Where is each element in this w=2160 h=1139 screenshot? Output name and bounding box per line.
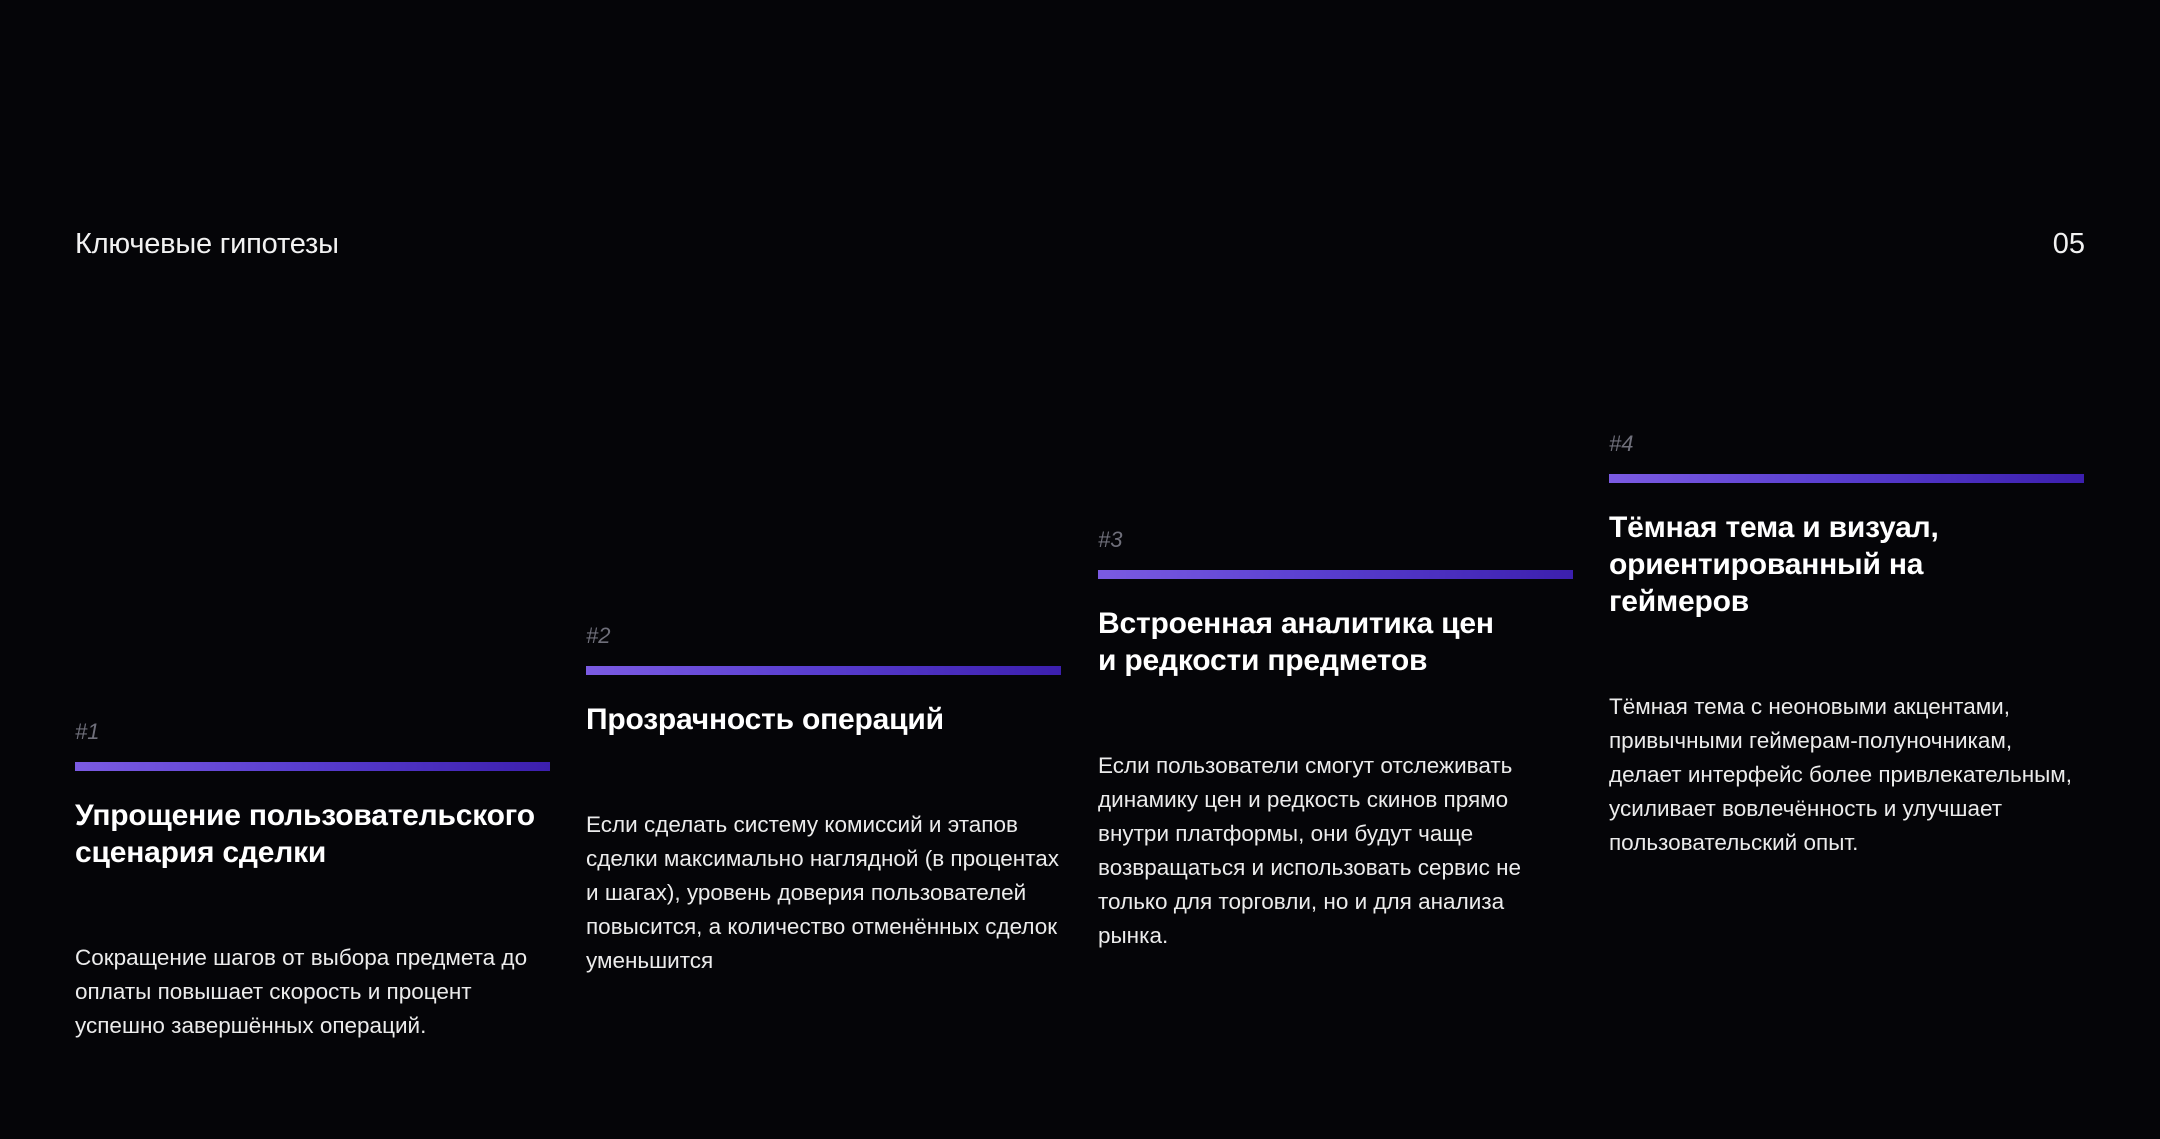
hypothesis-card-4 — [1609, 430, 2084, 860]
slide-title: Ключевые гипотезы — [75, 228, 339, 260]
accent-bar — [586, 666, 1061, 675]
hypothesis-text: Сокращение шагов от выбора предмета до оплаты повышает скорость и процент успешно завершённых операций. — [75, 945, 528, 1038]
hypothesis-title: Прозрачность операций — [586, 703, 944, 736]
hypothesis-card-2 — [586, 622, 1061, 978]
hypothesis-number: #1 — [75, 719, 100, 744]
hypothesis-card-1 — [75, 718, 550, 1043]
hypothesis-number: #3 — [1098, 527, 1123, 552]
hypothesis-text: Тёмная тема с неоновыми акцентами, привычными геймерам-полуночникам, делает интерфейс более привлекательным, усиливает вовлечённость и улучшает пользовательский опыт. — [1609, 694, 2073, 855]
page-number: 05 — [2052, 228, 2085, 260]
hypothesis-title: Упрощение пользовательского сценария сделки — [75, 799, 535, 869]
hypothesis-text: Если сделать систему комиссий и этапов сделки максимально наглядной (в процентах и шагах), уровень доверия пользователей повысится, а количество отменённых сделок уменьшится — [586, 812, 1060, 973]
hypothesis-text: Если пользователи смогут отслеживать динамику цен и редкость скинов прямо внутри платформы, они будут чаще возвращаться и использовать сервис не только для торговли, но и для анализа рынка. — [1098, 753, 1522, 948]
hypothesis-number: #4 — [1609, 431, 1634, 456]
hypothesis-title: Тёмная тема и визуал, ориентированный на геймеров — [1609, 511, 1939, 618]
accent-bar — [1609, 474, 2084, 483]
accent-bar — [75, 762, 550, 771]
accent-bar — [1098, 570, 1573, 579]
hypothesis-title: Встроенная аналитика цен и редкости предметов — [1098, 607, 1494, 677]
hypothesis-number: #2 — [586, 623, 611, 648]
hypothesis-card-3 — [1098, 526, 1573, 953]
